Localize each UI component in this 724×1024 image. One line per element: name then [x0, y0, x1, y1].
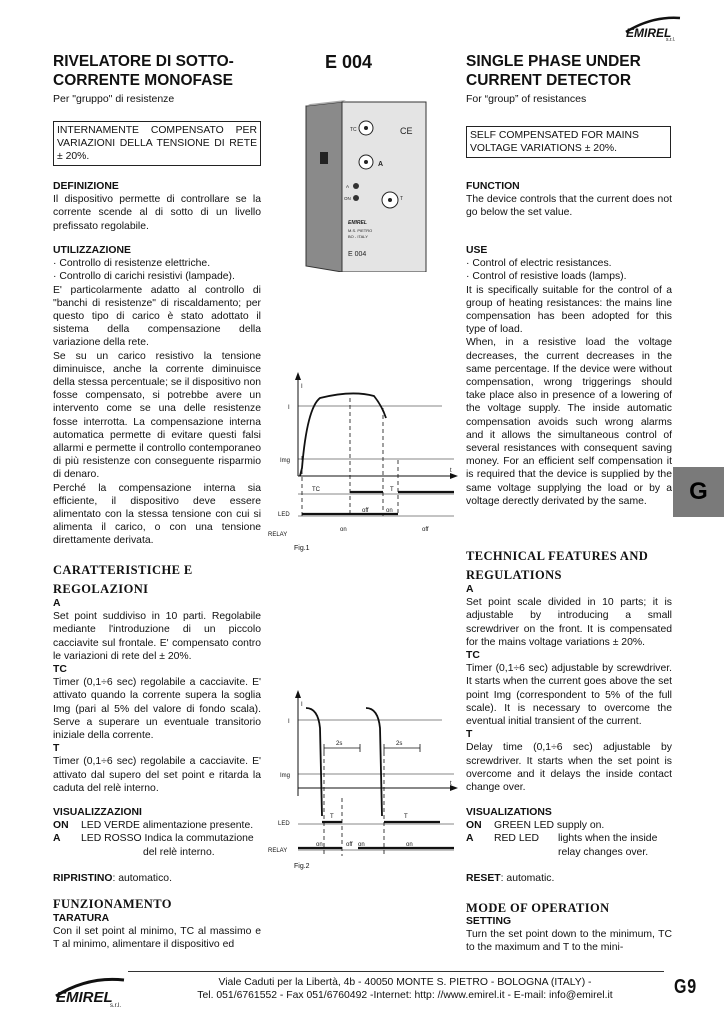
- knob-label: T: [400, 196, 404, 202]
- utilizzazione-line: Se su un carico resistivo la tensione diminuisce, anche la corrente diminuisce della stessa percentuale; se il dispositivo non fosse compensato, si potrebbe avere un intervento come se una delle resistenze fosse interrotta. La compensazione interna automatica permette di evitare questi falsi allarmi e permette il controllo contemporaneo di più resistenze con conseguente risparmio di denaro.: [53, 350, 261, 481]
- caratt-heading-2: REGOLAZIONI: [53, 582, 149, 596]
- footer-address: [140, 976, 670, 1002]
- fig2-t2: T: [404, 814, 408, 820]
- function-heading: FUNCTION: [466, 181, 520, 192]
- right-technical-body: [466, 583, 672, 794]
- fig2-t1: T: [330, 814, 334, 820]
- a-text: Set point suddiviso in 10 parti. Regolabile mediante l'introduzione di un piccolo cacciavite sul frontale. E' compensato contro le variazioni di rete del ± 20%.: [53, 611, 261, 662]
- fig1-t: T: [390, 487, 394, 493]
- setting-text: Turn the set point down to the minimum, TC to the maximum and T to the mini-: [466, 929, 672, 954]
- use-line: · Control of resistive loads (lamps).: [466, 271, 627, 283]
- left-compensation-box: INTERNAMENTE COMPENSATO PER VARIAZIONI DELLA TENSIONE DI RETE ± 20%.: [53, 121, 261, 166]
- fig1-i-level: I: [288, 405, 290, 411]
- vis-on-key: ON: [53, 820, 69, 832]
- fig2-d2: 2s: [396, 741, 403, 747]
- fig1-off2: off: [422, 527, 429, 533]
- t-text: Timer (0,1÷6 sec) regolabile a cacciavite. E' attivato dal supero del set point e ritarda la caduta del relè interno.: [53, 756, 261, 794]
- fig2-off: off: [346, 842, 353, 848]
- taratura-heading: TARATURA: [53, 913, 110, 924]
- knob-label: A: [378, 161, 384, 168]
- utilizzazione-line: Perché la compensazione interna sia efficiente, il dispositivo deve essere alimentato con la stessa tensione con cui si alimenta il carico, o con una tensione direttamente derivata.: [53, 482, 261, 547]
- fig2-i-level: I: [288, 719, 290, 725]
- fig2-i-axis: I: [301, 702, 303, 708]
- setting-heading: SETTING: [466, 916, 512, 927]
- footer-line1: Viale Caduti per la Libertà, 4b - 40050 MONTE S. PIETRO - BOLOGNA (ITALY) -: [218, 977, 592, 988]
- utilizzazione-heading: UTILIZZAZIONE: [53, 245, 131, 256]
- definizione-heading: DEFINIZIONE: [53, 181, 119, 192]
- right-setting: [466, 915, 672, 955]
- left-caratteristiche-heading: [53, 561, 193, 599]
- footer-logo-suffix: s.r.l.: [110, 1003, 122, 1008]
- utilizzazione-line: · Controllo di resistenze elettriche.: [53, 258, 211, 270]
- figure-1: [262, 368, 468, 558]
- vis-a-key: A: [466, 833, 474, 845]
- logo-icon: [622, 12, 684, 42]
- fig1-led: LED: [278, 512, 290, 518]
- vis-a-text3: relay changes over.: [558, 846, 649, 858]
- left-taratura: [53, 912, 261, 952]
- vis-a-text: RED LED: [494, 833, 540, 845]
- fig2-on2: on: [358, 842, 365, 848]
- vis-a-text: LED ROSSO Indica la commutazione: [81, 833, 254, 845]
- left-subtitle: Per "gruppo" di resistenze: [53, 93, 175, 105]
- vis-on-key: ON: [466, 820, 482, 832]
- left-definizione: [53, 180, 261, 233]
- t-text: Delay time (0,1÷6 sec) adjustable by screwdriver. It starts when the set point is overcome and it delays the inside contact change over.: [466, 742, 672, 794]
- fig1-off: off: [362, 508, 369, 514]
- a-label: A: [466, 584, 474, 595]
- reset-key: RESET: [466, 873, 501, 884]
- t-label: T: [466, 729, 473, 741]
- right-subtitle: For “group” of resistances: [466, 93, 587, 105]
- figure-2: [262, 688, 468, 872]
- utilizzazione-line: · Controllo di carichi resistivi (lampade).: [53, 271, 235, 283]
- left-title: [53, 52, 273, 90]
- footer-logo-text: EMIREL: [56, 989, 113, 1006]
- device-image: [302, 100, 430, 272]
- fig2-relay: RELAY: [268, 848, 288, 854]
- right-compensation-box: SELF COMPENSATED FOR MAINS VOLTAGE VARIATIONS ± 20%.: [466, 126, 671, 158]
- fig1-t-axis: t: [450, 468, 452, 474]
- left-title-line2: CORRENTE MONOFASE: [53, 72, 233, 89]
- right-title: [466, 52, 686, 90]
- reset-val: : automatic.: [500, 873, 555, 884]
- footer-line2: Tel. 051/6761552 - Fax 051/6760492 -Internet: http: //www.emirel.it - E-mail: info@emirel.it: [197, 990, 613, 1001]
- use-line: When, in a resistive load the voltage decreases, the current decreases in the same percentage. If the device were without compensation, wrong triggerings should take place also in presence of a lowering of the voltage supply. The inside automatic compensation avoids such wrong alarms and it allows the simultaneous control of several resistances with consequent saving money. For an efficient self compensation it is required that the device is supplied by the same voltage supplying the load or by a voltage derectly derivated by the same.: [466, 337, 672, 507]
- left-title-line1: RIVELATORE DI SOTTO-: [53, 53, 234, 70]
- fig2-d1: 2s: [336, 741, 343, 747]
- definizione-text: Il dispositivo permette di controllare se la corrente scende al di sotto di un livello prefissato regolabile.: [53, 194, 261, 232]
- mode-heading: MODE OF OPERATION: [466, 901, 610, 915]
- vis-on-text: GREEN LED supply on.: [494, 820, 605, 832]
- right-reset: [466, 872, 554, 885]
- vis-a-key: A: [53, 833, 61, 845]
- function-text: The device controls that the current does not go below the set value.: [466, 194, 672, 219]
- tc-label: TC: [466, 650, 480, 662]
- fig2-t-axis: t: [450, 781, 452, 787]
- a-text: Set point scale divided in 10 parts; it is adjustable by introducing a small screwdriver on the front. It is compensated for the mains voltage variations ± 20%.: [466, 597, 672, 648]
- ce-mark: CE: [400, 126, 413, 136]
- fig1-tc: TC: [312, 487, 320, 493]
- left-ripristino: [53, 872, 172, 885]
- left-caratteristiche-body: [53, 597, 261, 795]
- footer-logo: [52, 972, 130, 1008]
- funzionamento-heading: FUNZIONAMENTO: [53, 897, 172, 911]
- led-label: ON: [344, 196, 351, 201]
- fig1-on2: on: [340, 527, 347, 533]
- logo-icon: [52, 972, 130, 1008]
- device-label-line1: M.S. PIETRO: [348, 228, 373, 233]
- device-label-line2: BO - ITALY: [348, 234, 368, 239]
- device-brand: EMIREL: [348, 220, 367, 226]
- fig2-caption: Fig.2: [294, 863, 310, 870]
- use-line: It is specifically suitable for the control of a group of heating resistances: the mains line compensation has been adopted for this type of load.: [466, 284, 672, 336]
- fig1-caption: Fig.1: [294, 545, 310, 552]
- fig1-on: on: [386, 508, 393, 514]
- right-visualizations: [466, 806, 672, 859]
- top-logo: [622, 12, 684, 42]
- section-tab: G: [673, 467, 724, 517]
- taratura-text: Con il set point al minimo, TC al massimo e T al minimo, alimentare il dispositivo ed: [53, 926, 261, 951]
- product-code: E 004: [325, 52, 373, 72]
- ripristino-val: : automatico.: [112, 873, 172, 884]
- right-technical-heading: [466, 547, 648, 585]
- page-number: G9: [674, 976, 697, 998]
- vis-a-text2: lights when the inside: [558, 833, 658, 845]
- fig1-img: Img: [280, 458, 291, 464]
- tc-text: Timer (0,1÷6 sec) adjustable by screwdriver. It starts when the current goes above the set point Img (correspondent to 5% of the full scale). It is necessary to overcome the eventual initial transient of the current.: [466, 663, 672, 728]
- device-code: E 004: [348, 251, 367, 258]
- right-title-line1: SINGLE PHASE UNDER: [466, 53, 641, 70]
- vis-on-text: LED VERDE alimentazione presente.: [81, 820, 254, 832]
- left-utilizzazione: [53, 244, 261, 548]
- right-title-line2: CURRENT DETECTOR: [466, 72, 632, 89]
- right-function: [466, 180, 672, 220]
- logo-suffix: s.r.l.: [666, 37, 676, 42]
- right-use: [466, 244, 672, 508]
- fig2-img: Img: [280, 773, 291, 779]
- tech-heading-1: TECHNICAL FEATURES AND: [466, 549, 649, 563]
- tc-text: Timer (0,1÷6 sec) regolabile a cacciavite. E' attivato quando la corrente supera la soglia Img (pari al 5% del valore di fondo scala). Serve a superare un eventuale transitorio iniziale della corrente.: [53, 677, 261, 742]
- a-label: A: [53, 598, 61, 609]
- tc-label: TC: [53, 664, 67, 676]
- fig1-relay: RELAY: [268, 532, 288, 538]
- fig1-i-axis: I: [301, 384, 303, 390]
- tech-heading-2: REGULATIONS: [466, 568, 562, 582]
- use-heading: USE: [466, 245, 488, 256]
- visual-heading: VISUALIZATIONS: [466, 807, 552, 818]
- logo-text: EMIREL: [626, 26, 672, 40]
- left-visualizzazioni: [53, 806, 268, 859]
- caratt-heading-1: CARATTERISTICHE E: [53, 563, 193, 577]
- led-label: A: [346, 184, 350, 189]
- knob-label: TC: [350, 127, 357, 133]
- ripristino-key: RIPRISTINO: [53, 873, 113, 884]
- use-line: · Control of electric resistances.: [466, 258, 612, 270]
- footer-rule: [128, 971, 664, 972]
- fig2-on3: on: [406, 842, 413, 848]
- vis-a-text2: del relè interno.: [143, 846, 215, 858]
- t-label: T: [53, 743, 60, 755]
- visual-heading: VISUALIZZAZIONI: [53, 807, 142, 818]
- fig2-led: LED: [278, 821, 290, 827]
- fig2-on1: on: [316, 842, 323, 848]
- utilizzazione-line: E' particolarmente adatto al controllo di "banchi di resistenze" di riscaldamento; per questo tipo di carico è stato adottato il sistema della compensazione della variazione della rete.: [53, 284, 261, 349]
